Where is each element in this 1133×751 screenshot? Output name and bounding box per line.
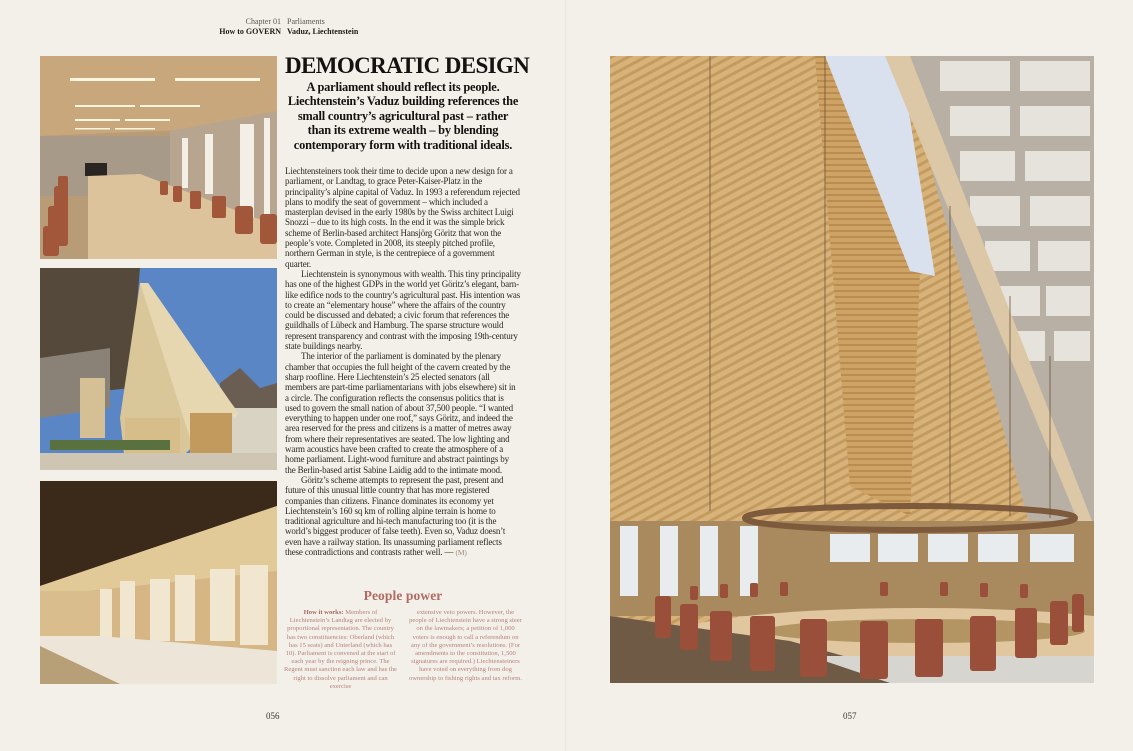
committee-room-photo [40,56,277,259]
section-label: How to GOVERN [219,27,281,36]
chapter-label: Chapter 01 [245,17,281,26]
sidebar-columns [283,609,523,691]
sidebar-column-1-text: Members of Liechtenstein’s Landtag are elected by proportional representation. The country has two constituencies: Oberland (which has 15 seats) and Unterland (which has 10). Parliament is convened at the start of each year by the reigning prince. The Regent must sanction each law and has the right to dissolve parliament and can exercise [284,609,397,690]
page-number-left: 056 [266,711,280,721]
sidebar-column-1 [283,609,398,691]
article-standfirst: A parliament should reflect its people. Liechtenstein’s Vaduz building references the small country’s agricultural past – rather than its extreme wealth – by blending contemporary form with traditional ideals. [287,80,519,152]
body-paragraph: Liechtensteiners took their time to decide upon a new design for a parliament, or Landtag, to grace Peter-Kaiser-Platz in the principality’s alpine capital of Vaduz. In 1993 a referendum rejected plans to modify the seat of government – which included a masterplan devised in the early 1980s by the Swiss architect Luigi Snozzi – due to its high costs. In the end it was the simple brick scheme of Berlin-based architect Hansjörg Göritz that won the people’s vote. Completed in 2008, its steeply pitched profile, northern German in style, is the centrepiece of a government quarter. [285,166,520,269]
article-headline-block [285,53,530,152]
parliament-exterior-photo [40,268,277,470]
location-label: Vaduz, Liechtenstein [287,27,359,36]
spine-gutter [565,0,567,751]
sidebar-lead: How it works: [303,609,344,616]
people-power-sidebar [283,588,523,691]
page-number-right: 057 [843,711,857,721]
body-paragraph-last [285,475,521,558]
author-sign-off: (M) [455,547,467,557]
body-paragraph-text: Göritz’s scheme attempts to represent the past, present and future of this unusual little country that has more registered companies than citizens. Finance dominates its economy yet Liechtenstein’s 160 sq km of rolling alpine terrain is home to traditional agriculture and hi-tech manufacturing too (it is the world’s biggest producer of false teeth). Even so, Vaduz doesn’t even have a railway station. Its unassuming parliament reflects these contradictions and contrasts rather well. [285,474,506,557]
sidebar-title: People power [363,588,443,603]
sign-off-dash: — [444,546,454,557]
article-title: DEMOCRATIC DESIGN [285,53,530,78]
body-paragraph: Liechtenstein is synonymous with wealth. This tiny principality has one of the highest GDPs in the world yet Göritz’s elegant, barn-like edifice nods to the country’s agricultural past. His intention was to create an “elementary house” where the affairs of the country could be discussed and debated; a civic forum that references the guildhalls of Lübeck and Hamburg. The sparse structure would represent transparency and contrast with the imposing 19th-century state buildings nearby. [285,268,521,352]
running-head-chapter-block [215,17,281,37]
article-body [285,166,521,576]
foyer-photo [40,481,277,684]
topic-label: Parliaments [287,17,325,26]
plenary-chamber-photo [610,56,1094,683]
running-head [215,17,395,39]
running-head-topic-block [287,17,392,37]
body-paragraph: The interior of the parliament is dominated by the plenary chamber that occupies the full height of the cavern created by the sharp roofline. Here Liechtenstein’s 25 elected senators (all members are part-time parliamentarians with jobs elsewhere) sit in a circle. The configuration reflects the consensus politics that is used to govern the small nation of about 37,500 people. “I wanted everything to happen under one roof,” says Göritz, and indeed the area reserved for the press and citizens is a matter of metres away from where their representatives are seated. The low lighting and warm acoustics have been crafted to create the atmosphere of a home parliament. Light-wood furniture and abstract paintings by the Berlin-based artist Sabine Laidig add to the intimate mood. [285,351,516,475]
sidebar-column-2: extensive veto powers. However, the people of Liechtenstein have a strong steer on the lawmakers; a petition of 1,000 voters is enough to call a referendum on any of the government’s resolutions. (For amendments to the constitution, 1,500 signatures are required.) Liechtensteiners have voted on everything from dog ownership to fishing rights and tax reform. [409,609,522,682]
